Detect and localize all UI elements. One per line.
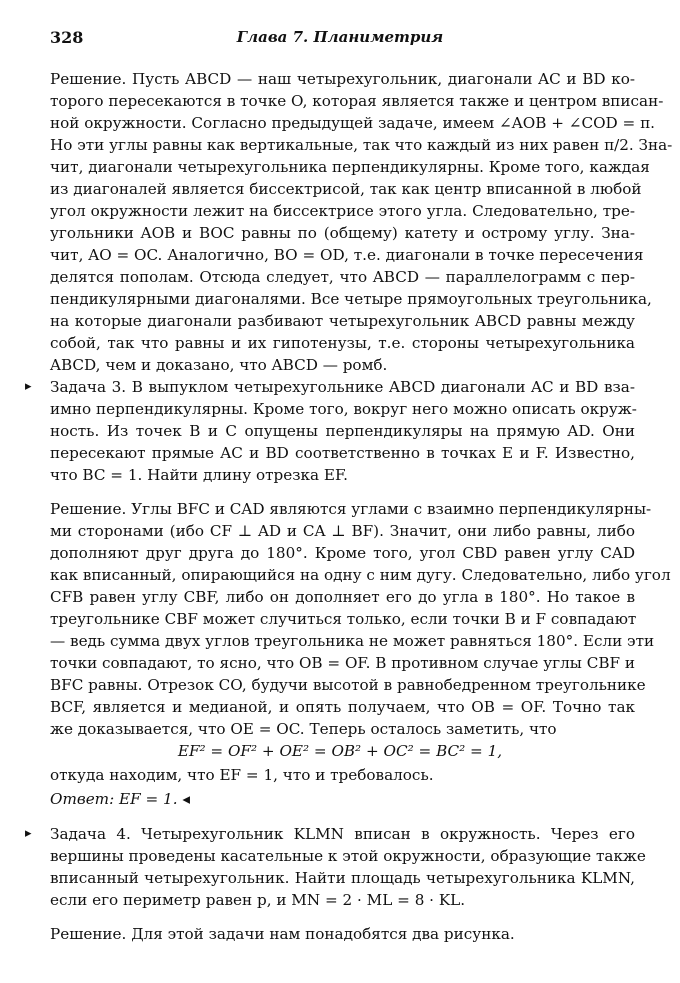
text-line: — ведь сумма двух углов треугольника не может равняться 180°. Если эти	[50, 632, 655, 650]
text-line: ной окружности. Согласно предыдущей задаче, имеем ∠AOB + ∠COD = π.	[50, 114, 655, 132]
text-line: пересекают прямые AC и BD соответственно в точках E и F. Известно,	[50, 444, 635, 462]
text-line: вписанный четырехугольник. Найти площадь четырехугольника KLMN,	[50, 869, 635, 887]
solution-line: Решение. Углы BFC и CAD являются углами с взаимно перпендикулярны-	[50, 500, 652, 518]
chapter-title: Глава 7. Планиметрия	[236, 28, 444, 46]
text-line: откуда находим, что EF = 1, что и требовалось.	[50, 766, 434, 784]
text-line: торого пересекаются в точке O, которая является также и центром вписан-	[50, 92, 664, 110]
text-line: ABCD, чем и доказано, что ABCD — ромб.	[50, 356, 388, 374]
text-line: Решение. Пусть ABCD — наш четырехугольник, диагонали AC и BD ко-	[50, 70, 635, 88]
text-line: вершины проведены касательные к этой окружности, образующие также	[50, 847, 646, 865]
text-line: дополняют друг друга до 180°. Кроме того, угол CBD равен углу CAD	[50, 544, 635, 562]
text-line: пендикулярными диагоналями. Все четыре прямоугольных треугольника,	[50, 290, 652, 308]
text-line: Но эти углы равны как вертикальные, так что каждый из них равен π/2. Зна-	[50, 136, 673, 154]
text-line: на которые диагонали разбивают четырехугольник ABCD равны между	[50, 312, 635, 330]
task-4-line: Задача 4. Четырехугольник KLMN вписан в окружность. Через его	[50, 825, 635, 843]
solution-line: Решение. Для этой задачи нам понадобятся два рисунка.	[50, 925, 515, 943]
task-3-line: Задача 3. В выпуклом четырехугольнике ABCD диагонали AC и BD вза-	[50, 378, 635, 396]
text-line: угол окружности лежит на биссектрисе этого угла. Следовательно, тре-	[50, 202, 635, 220]
text-line: точки совпадают, то ясно, что OB = OF. В противном случае углы CBF и	[50, 654, 635, 672]
text-line: же доказывается, что OE = OC. Теперь осталось заметить, что	[50, 720, 557, 738]
text-line: BCF, является и медианой, и опять получаем, что OB = OF. Точно так	[50, 698, 635, 716]
task-marker-icon: ▸	[25, 826, 32, 841]
task-marker-icon: ▸	[25, 379, 32, 394]
text-line: что BC = 1. Найти длину отрезка EF.	[50, 466, 348, 484]
text-line: из диагоналей является биссектрисой, так как центр вписанной в любой	[50, 180, 642, 198]
equation: EF² = OF² + OE² = OB² + OC² = BC² = 1,	[177, 742, 503, 760]
text-line: делятся пополам. Отсюда следует, что ABCD — параллелограмм с пер-	[50, 268, 635, 286]
text-line: угольники AOB и BOC равны по (общему) катету и острому углу. Зна-	[50, 224, 635, 242]
text-line: CFB равен углу CBF, либо он дополняет его до угла в 180°. Но такое в	[50, 588, 635, 606]
page-number: 328	[50, 28, 84, 47]
text-line: если его периметр равен p, и MN = 2 · ML = 8 · KL.	[50, 891, 466, 909]
text-line: имно перпендикулярны. Кроме того, вокруг него можно описать окруж-	[50, 400, 637, 418]
text-line: чит, AO = OC. Аналогично, BO = OD, т.е. диагонали в точке пересечения	[50, 246, 644, 264]
text-line: собой, так что равны и их гипотенузы, т.е. стороны четырехугольника	[50, 334, 635, 352]
text-line: треугольнике CBF может случиться только, если точки B и F совпадают	[50, 610, 637, 628]
text-line: ность. Из точек B и C опущены перпендикуляры на прямую AD. Они	[50, 422, 635, 440]
text-line: чит, диагонали четырехугольника перпендикулярны. Кроме того, каждая	[50, 158, 650, 176]
answer-line: Ответ: EF = 1. ◂	[50, 790, 190, 808]
text-line: как вписанный, опирающийся на одну с ним дугу. Следовательно, либо угол	[50, 566, 671, 584]
text-line: BFC равны. Отрезок CO, будучи высотой в равнобедренном треугольнике	[50, 676, 646, 694]
text-line: ми сторонами (ибо CF ⊥ AD и CA ⊥ BF). Значит, они либо равны, либо	[50, 522, 635, 540]
